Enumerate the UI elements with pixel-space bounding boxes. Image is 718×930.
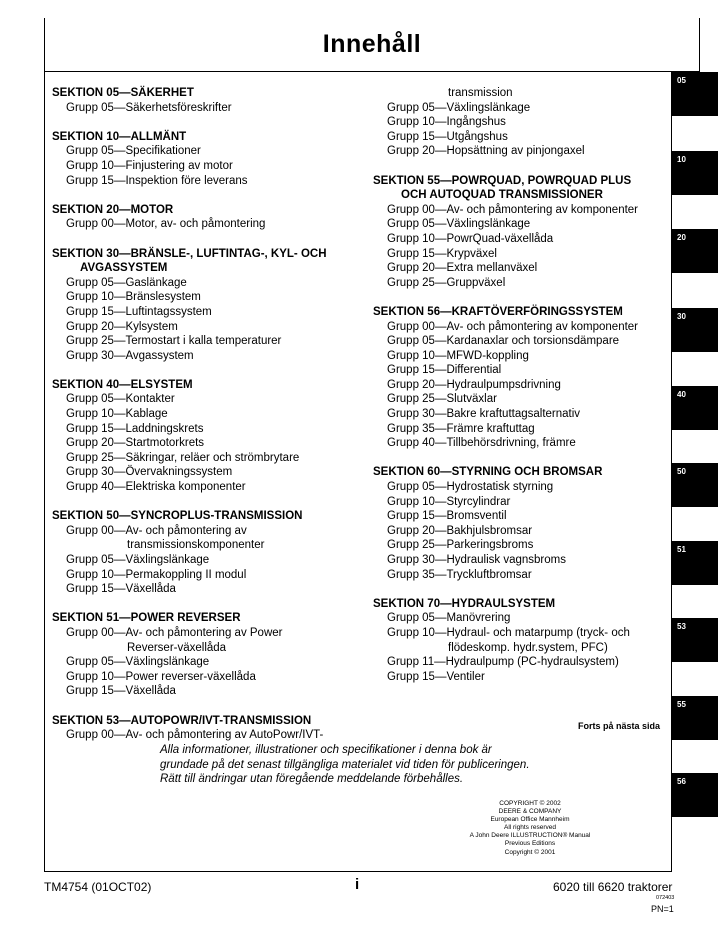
toc-item-text: Grupp 35—Tryckluftbromsar (387, 568, 532, 581)
toc-item (373, 203, 673, 218)
section-tab-40[interactable] (672, 386, 718, 430)
toc-item (373, 495, 673, 510)
toc-item-text: Grupp 25—Termostart i kalla temperaturer (66, 335, 282, 348)
toc-item (52, 276, 352, 291)
toc-section (373, 101, 673, 159)
section-title (52, 611, 352, 626)
section-tab-53[interactable] (672, 618, 718, 662)
toc-item-text: Grupp 10—Kablage (66, 408, 168, 421)
toc-item (52, 465, 352, 480)
toc-item-text: Grupp 10—Ingångshus (387, 116, 506, 129)
toc-section (52, 86, 352, 115)
toc-item-text: Grupp 05—Växlingslänkage (387, 218, 531, 231)
toc-item (52, 334, 352, 349)
toc-item-text: Grupp 15—Växellåda (66, 685, 176, 698)
toc-item-text: Grupp 25—Gruppväxel (387, 276, 506, 289)
tab-label: 10 (677, 155, 686, 164)
toc-item (52, 422, 352, 437)
toc-item (373, 276, 673, 291)
toc-item-text: Grupp 00—Av- och påmontering av AutoPowr/IVT- (66, 729, 324, 742)
toc-item-text: Grupp 25—Säkringar, reläer och strömbrytare (66, 451, 300, 464)
continued-note: Forts på nästa sida (578, 721, 661, 731)
tab-label: 05 (677, 76, 686, 85)
toc-item (373, 568, 673, 583)
toc-item-text: Grupp 00—Av- och påmontering av komponenter (387, 203, 639, 216)
section-title (52, 247, 352, 276)
toc-item (373, 144, 673, 159)
toc-item (373, 422, 673, 437)
toc-item (373, 247, 673, 262)
section-title-text: SEKTION 51—POWER REVERSER (52, 612, 241, 625)
toc-section (52, 378, 352, 495)
toc-item-text: Grupp 10—Power reverser-växellåda (66, 670, 256, 683)
section-title (52, 130, 352, 145)
toc-item-text: Grupp 05—Specifikationer (66, 145, 201, 158)
section-title-text: OCH AUTOQUAD TRANSMISSIONER (401, 189, 603, 202)
section-title-text: SEKTION 05—SÄKERHET (52, 87, 194, 99)
page-title: Innehåll (322, 30, 422, 58)
section-tab-20[interactable] (672, 229, 718, 273)
section-title (373, 174, 673, 203)
toc-item-text: Grupp 05—Manövrering (387, 612, 511, 625)
section-title-text: SEKTION 55—POWRQUAD, POWRQUAD PLUS (373, 174, 632, 187)
pn-label: PN=1 (651, 904, 674, 914)
toc-item-text: Grupp 20—Bakhjulsbromsar (387, 524, 533, 537)
tab-label: 40 (677, 390, 686, 399)
section-title (52, 203, 352, 218)
manual-code: TM4754 (01OCT02) (44, 880, 152, 894)
section-title (373, 465, 673, 480)
toc-item-text: Grupp 05—Växlingslänkage (387, 101, 531, 114)
toc-item (52, 217, 352, 232)
toc-item (52, 436, 352, 451)
toc-item-text: Grupp 25—Slutväxlar (387, 393, 497, 406)
toc-item (373, 553, 673, 568)
model-range: 6020 till 6620 traktorer (553, 880, 673, 894)
toc-item-text: Grupp 15—Differential (387, 364, 502, 377)
section-tab-55[interactable] (672, 696, 718, 740)
toc-item-text: Grupp 05—Hydrostatisk styrning (387, 481, 554, 494)
toc-item (373, 480, 673, 495)
section-title-text: SEKTION 70—HYDRAULSYSTEM (373, 597, 556, 610)
section-title (373, 597, 673, 612)
toc-item (52, 568, 352, 583)
toc-item (373, 217, 673, 232)
toc-item (52, 553, 352, 568)
toc-item-text: Grupp 00—Av- och påmontering av Power (66, 626, 283, 639)
toc-section (52, 247, 352, 364)
toc-item-text: Grupp 20—Kylsystem (66, 320, 178, 333)
toc-item (52, 655, 352, 670)
toc-item-text: Grupp 00—Av- och påmontering av (66, 524, 247, 537)
copyright-block (440, 800, 620, 857)
section-title-text: SEKTION 56—KRAFTÖVERFÖRINGSSYSTEM (373, 305, 623, 318)
toc-item-text: Grupp 30—Bakre kraftuttagsalternativ (387, 408, 581, 421)
section-title-text: SEKTION 20—MOTOR (52, 203, 174, 216)
toc-section (52, 130, 352, 188)
toc-item (373, 524, 673, 539)
toc-item-text: Grupp 30—Övervakningssystem (66, 466, 233, 479)
toc-item (52, 451, 352, 466)
toc-item-text: Grupp 10—MFWD-koppling (387, 349, 529, 362)
footer-rule (44, 871, 672, 872)
toc-item-text: Grupp 10—Hydraul- och matarpump (tryck- och (387, 626, 630, 639)
section-title-text: SEKTION 10—ALLMÄNT (52, 130, 187, 143)
header-rule (44, 71, 700, 72)
copyright-line: A John Deere ILLUSTRUCTION® Manual (469, 832, 591, 840)
toc-item (52, 524, 352, 553)
toc-section (373, 305, 673, 451)
toc-item (52, 320, 352, 335)
toc-item (373, 407, 673, 422)
section-title-text: AVGASSYSTEM (80, 262, 168, 275)
toc-item-text: Grupp 05—Kontakter (66, 393, 175, 406)
toc-item (373, 509, 673, 524)
section-tab-05[interactable] (672, 72, 718, 116)
copyright-line: DEERE & COMPANY (498, 808, 562, 816)
toc-item (52, 101, 352, 116)
toc-item-text: Grupp 10—PowrQuad-växellåda (387, 232, 554, 245)
toc-item-text: Grupp 10—Bränslesystem (66, 291, 201, 304)
toc-item (52, 392, 352, 407)
toc-item-text: Grupp 15—Laddningskrets (66, 422, 204, 435)
toc-item-text: Grupp 05—Säkerhetsföreskrifter (66, 101, 232, 114)
toc-item-text: Grupp 11—Hydraulpump (PC-hydraulsystem) (387, 656, 619, 669)
toc-item (373, 626, 673, 655)
toc-item (373, 261, 673, 276)
tab-label: 53 (677, 622, 686, 631)
toc-item-text: Grupp 20—Hydraulpumpsdrivning (387, 378, 561, 391)
toc-item-text: Grupp 15—Ventiler (387, 670, 485, 683)
section-title-text: SEKTION 30—BRÄNSLE-, LUFTINTAG-, KYL- OCH (52, 247, 327, 260)
toc-section (52, 509, 352, 597)
toc-item-text: Grupp 15—Bromsventil (387, 510, 507, 523)
toc-section (52, 611, 352, 699)
toc-item (52, 407, 352, 422)
toc-item (52, 670, 352, 685)
section-title (52, 509, 352, 524)
toc-item-text: Grupp 20—Startmotorkrets (66, 437, 205, 450)
section-tab-51[interactable] (672, 541, 718, 585)
toc-item-text: Grupp 10—Permakoppling II modul (66, 568, 247, 581)
tab-label: 56 (677, 777, 686, 786)
toc-item (373, 670, 673, 685)
section-title-text: SEKTION 60—STYRNING OCH BROMSAR (373, 466, 603, 479)
tab-label: 20 (677, 233, 686, 242)
toc-item (373, 378, 673, 393)
disclaimer (160, 743, 530, 787)
toc-item (52, 174, 352, 189)
section-title-text: SEKTION 40—ELSYSTEM (52, 378, 193, 391)
toc-item (373, 232, 673, 247)
date-code: 072403 (656, 895, 675, 901)
toc-item (52, 684, 352, 699)
copyright-line: COPYRIGHT © 2002 (499, 800, 561, 807)
tab-label: 51 (677, 545, 686, 554)
tab-label: 50 (677, 467, 686, 476)
toc-item (52, 290, 352, 305)
toc-section (373, 597, 673, 685)
section-tab-56[interactable] (672, 773, 718, 817)
toc-item-text: Grupp 15—Utgångshus (387, 130, 508, 143)
toc-item (52, 626, 352, 655)
toc-item-text: Grupp 15—Krypväxel (387, 247, 497, 260)
toc-item-continuation: Reverser-växellåda (127, 641, 227, 654)
toc-item (373, 349, 673, 364)
toc-item (52, 582, 352, 597)
toc-section (373, 174, 673, 291)
toc-item (373, 320, 673, 335)
toc-item-text: Grupp 20—Extra mellanväxel (387, 262, 538, 275)
toc-item-continuation: transmissionskomponenter (127, 539, 265, 552)
section-title (373, 305, 673, 320)
toc-left-column (52, 86, 352, 757)
toc-item (373, 101, 673, 116)
section-tab-50[interactable] (672, 463, 718, 507)
toc-item (52, 305, 352, 320)
toc-item-text: Grupp 35—Främre kraftuttag (387, 422, 535, 435)
section-title-text: SEKTION 53—AUTOPOWR/IVT-TRANSMISSION (52, 714, 312, 727)
copyright-line: All rights reserved (503, 824, 557, 832)
page-number: i (355, 876, 360, 893)
toc-item-text: Grupp 20—Hopsättning av pinjongaxel (387, 145, 585, 158)
toc-item (373, 392, 673, 407)
toc-section (52, 714, 352, 743)
toc-item-text: Grupp 25—Parkeringsbroms (387, 539, 534, 552)
toc-item (373, 611, 673, 626)
toc-item-text: Grupp 40—Tillbehörsdrivning, främre (387, 437, 576, 450)
toc-item-text: Grupp 10—Finjustering av motor (66, 159, 233, 172)
toc-item-continuation: flödeskomp. hydr.system, PFC) (448, 641, 608, 654)
toc-item (373, 130, 673, 145)
section-title (52, 378, 352, 393)
toc-section (373, 465, 673, 582)
toc-item (373, 334, 673, 349)
toc-item (52, 144, 352, 159)
toc-right-column (373, 86, 673, 699)
toc-item (373, 538, 673, 553)
section-tab-10[interactable] (672, 151, 718, 195)
tab-label: 55 (677, 700, 686, 709)
section-title-text: SEKTION 50—SYNCROPLUS-TRANSMISSION (52, 510, 303, 523)
toc-item-text: Grupp 15—Luftintagssystem (66, 305, 212, 318)
toc-item (52, 159, 352, 174)
toc-item-text: Grupp 00—Motor, av- och påmontering (66, 218, 266, 231)
section-tab-30[interactable] (672, 308, 718, 352)
toc-item-text: Grupp 40—Elektriska komponenter (66, 481, 246, 494)
toc-item-text: Grupp 05—Växlingslänkage (66, 656, 210, 669)
toc-item-text: Grupp 05—Kardanaxlar och torsionsdämpare (387, 335, 620, 348)
toc-item (52, 480, 352, 495)
toc-item (52, 349, 352, 364)
copyright-line: Copyright © 2001 (504, 848, 556, 856)
toc-item-text: Grupp 00—Av- och påmontering av komponenter (387, 320, 639, 333)
toc-item (373, 436, 673, 451)
toc-continuation: transmission (448, 87, 513, 99)
toc-item-text: Grupp 05—Växlingslänkage (66, 554, 210, 566)
left-border (44, 18, 45, 872)
toc-item-text: Grupp 15—Växellåda (66, 583, 176, 596)
toc-item (373, 363, 673, 378)
copyright-line: Previous Editions (504, 840, 556, 848)
toc-item-text: Grupp 30—Hydraulisk vagnsbroms (387, 554, 566, 566)
section-title (52, 86, 352, 101)
section-title (52, 714, 352, 729)
toc-item-text: Grupp 30—Avgassystem (66, 349, 194, 362)
toc-item (373, 115, 673, 130)
disclaimer-line: Rätt till ändringar utan föregående meddelande förbehålles. (160, 773, 464, 785)
copyright-line: European Office Mannheim (490, 816, 570, 824)
disclaimer-line: Alla informationer, illustrationer och specifikationer i denna bok är (160, 744, 492, 756)
toc-item-text: Grupp 05—Gaslänkage (66, 276, 187, 289)
toc-item-text: Grupp 15—Inspektion före leverans (66, 174, 248, 187)
toc-item (52, 728, 352, 743)
disclaimer-line: grundade på det senast tillgängliga materialet vid tiden för publiceringen. (160, 758, 530, 771)
toc-item (373, 655, 673, 670)
toc-section (52, 203, 352, 232)
toc-item-text: Grupp 10—Styrcylindrar (387, 495, 511, 508)
tab-label: 30 (677, 312, 686, 321)
